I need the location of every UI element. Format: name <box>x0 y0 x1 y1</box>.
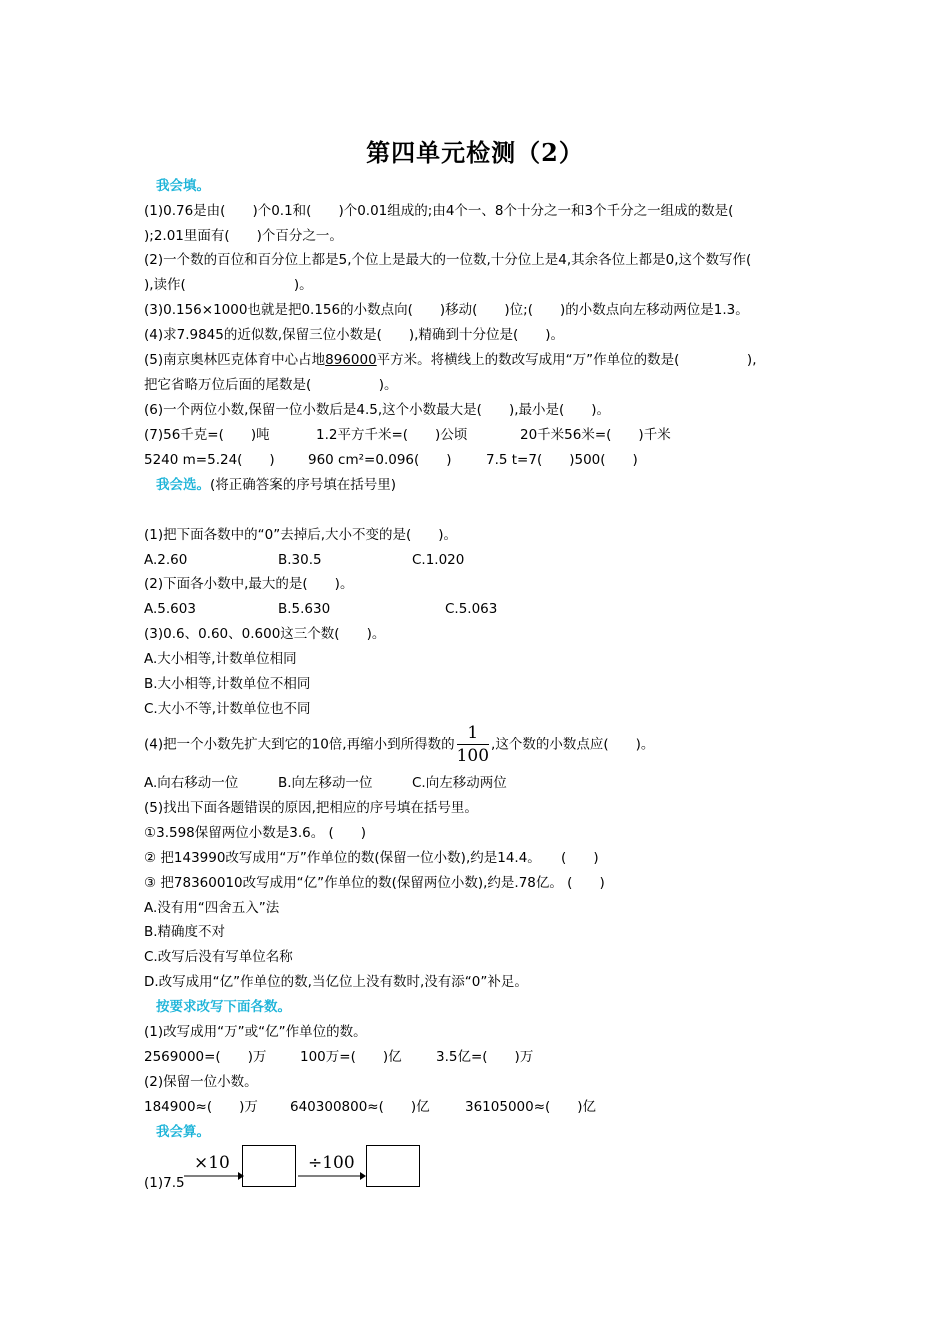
fill-q5-underlined-number: 896000 <box>325 352 377 368</box>
choose-q1-option-a: A.2.60 <box>144 552 188 568</box>
section-heading-calc: 我会算。 <box>156 1124 210 1140</box>
arrow-right-icon <box>184 1170 244 1182</box>
choose-q3-option-c: C.大小不等,计数单位也不同 <box>144 701 311 717</box>
fraction-denominator: 100 <box>456 746 490 766</box>
choose-q5-item-3: ③ 把78360010改写成用“亿”作单位的数(保留两位小数),约是.78亿。 ( ) <box>144 875 605 891</box>
fill-q3: (3)0.156×1000也就是把0.156的小数点向( )移动( )位;( )的小数点向左移动两位是1.3。 <box>144 302 749 318</box>
rewrite-q1: (1)改写成用“万”或“亿”作单位的数。 <box>144 1024 367 1040</box>
rewrite-q1-item-1: 2569000=( )万 <box>144 1049 267 1065</box>
choose-q2-option-a: A.5.603 <box>144 601 196 617</box>
rewrite-q2-item-3: 36105000≈( )亿 <box>465 1099 597 1115</box>
fill-q5-pre: (5)南京奥林匹克体育中心占地 <box>144 352 326 368</box>
choose-q4-option-c: C.向左移动两位 <box>412 775 507 791</box>
fraction-numerator: 1 <box>457 722 489 745</box>
section-heading-rewrite: 按要求改写下面各数。 <box>156 999 291 1015</box>
section-heading-fill: 我会填。 <box>156 178 210 194</box>
choose-q5-item-1: ①3.598保留两位小数是3.6。 ( ) <box>144 825 367 841</box>
choose-q3: (3)0.6、0.60、0.600这三个数( )。 <box>144 626 386 642</box>
fill-q1-line2: );2.01里面有( )个百分之一。 <box>144 228 343 244</box>
page-title: 第四单元检测（2） <box>366 138 584 167</box>
choose-q5-item-2: ② 把143990改写成用“万”作单位的数(保留一位小数),约是14.4。 ( ) <box>144 850 599 866</box>
fill-q4: (4)求7.9845的近似数,保留三位小数是( ),精确到十分位是( )。 <box>144 327 565 343</box>
choose-q5-reason-b: B.精确度不对 <box>144 924 226 940</box>
section-heading-choose-note: (将正确答案的序号填在括号里) <box>210 477 397 493</box>
choose-q4-option-a: A.向右移动一位 <box>144 775 239 791</box>
fill-q7-row2-b: 960 cm²=0.096( ) <box>308 452 452 468</box>
choose-q3-option-a: A.大小相等,计数单位相同 <box>144 651 297 667</box>
fill-q5-post: 平方米。将横线上的数改写成用“万”作单位的数是( ), <box>376 352 757 368</box>
choose-q4-option-b: B.向左移动一位 <box>278 775 373 791</box>
choose-q4-post: ,这个数的小数点应( )。 <box>491 736 655 753</box>
calc-answer-box-1[interactable] <box>242 1145 296 1187</box>
choose-q2-option-c: C.5.063 <box>445 601 498 617</box>
choose-q2-option-b: B.5.630 <box>278 601 331 617</box>
fill-q2-line1: (2)一个数的百位和百分位上都是5,个位上是最大的一位数,十分位上是4,其余各位上都是0,这个数写作( <box>144 252 752 268</box>
fill-q2-line2: ),读作( )。 <box>144 277 313 293</box>
fill-q5-line2: 把它省略万位后面的尾数是( )。 <box>144 377 398 393</box>
fill-q7-row1-b: 1.2平方千米=( )公顷 <box>316 427 468 443</box>
fill-q7-row1-c: 20千米56米=( )千米 <box>520 427 671 443</box>
choose-q2: (2)下面各小数中,最大的是( )。 <box>144 576 354 592</box>
calc-op-multiply-10: ×10 <box>194 1153 230 1173</box>
choose-q5: (5)找出下面各题错误的原因,把相应的序号填在括号里。 <box>144 800 478 816</box>
fill-q7-row2-c: 7.5 t=7( )500( ) <box>486 452 638 468</box>
calc-op-divide-100: ÷100 <box>308 1153 355 1173</box>
section-heading-choose <box>156 475 396 495</box>
choose-q3-option-b: B.大小相等,计数单位不相同 <box>144 676 311 692</box>
rewrite-q2-item-1: 184900≈( )万 <box>144 1099 258 1115</box>
choose-q4-pre: (4)把一个小数先扩大到它的10倍,再缩小到所得数的 <box>144 736 455 753</box>
choose-q1-option-c: C.1.020 <box>412 552 465 568</box>
fill-q6: (6)一个两位小数,保留一位小数后是4.5,这个小数最大是( ),最小是( )。 <box>144 402 611 418</box>
choose-q4 <box>144 722 654 767</box>
fill-q5-line1 <box>144 350 756 370</box>
rewrite-q1-item-2: 100万=( )亿 <box>300 1049 402 1065</box>
choose-q5-reason-c: C.改写后没有写单位名称 <box>144 949 293 965</box>
fill-q7-row2-a: 5240 m=5.24( ) <box>144 452 275 468</box>
calc-answer-box-2[interactable] <box>366 1145 420 1187</box>
rewrite-q2: (2)保留一位小数。 <box>144 1074 258 1090</box>
choose-q5-reason-d: D.改写成用“亿”作单位的数,当亿位上没有数时,没有添“0”补足。 <box>144 974 528 990</box>
arrow-right-icon <box>298 1170 366 1182</box>
fraction-one-hundredth <box>457 722 489 767</box>
choose-q1: (1)把下面各数中的“0”去掉后,大小不变的是( )。 <box>144 527 458 543</box>
calc-q1-start-value: (1)7.5 <box>144 1175 185 1191</box>
rewrite-q1-item-3: 3.5亿=( )万 <box>436 1049 534 1065</box>
section-heading-choose-label: 我会选。 <box>156 477 210 493</box>
choose-q5-reason-a: A.没有用“四舍五入”法 <box>144 900 280 916</box>
rewrite-q2-item-2: 640300800≈( )亿 <box>290 1099 430 1115</box>
fill-q1-line1: (1)0.76是由( )个0.1和( )个0.01组成的;由4个一、8个十分之一和3个千分之一组成的数是( <box>144 203 734 219</box>
choose-q1-option-b: B.30.5 <box>278 552 322 568</box>
fill-q7-row1-a: (7)56千克=( )吨 <box>144 427 270 443</box>
